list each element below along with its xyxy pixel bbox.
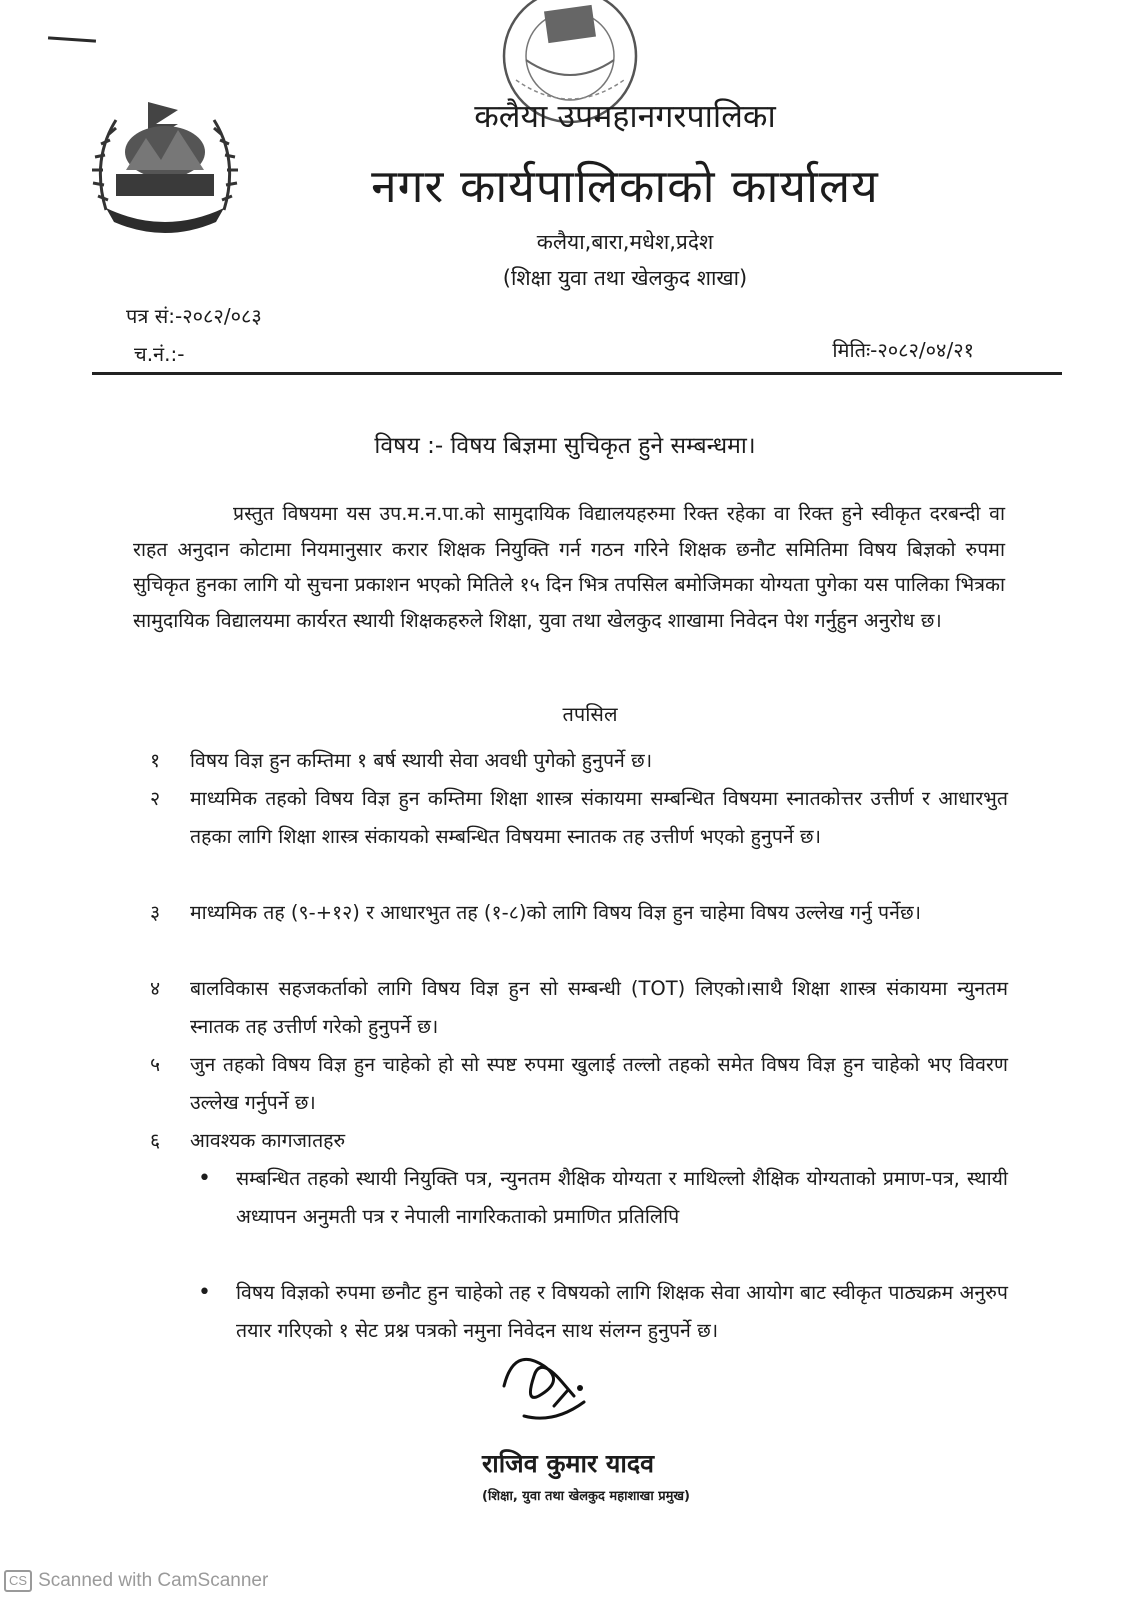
item-text: जुन तहको विषय विज्ञ हुन चाहेको हो सो स्पष्ट रुपमा खुलाई तल्लो तहको समेत विषय विज्ञ हुन चाहेको भए विवरण उल्लेख गर्नुपर्ने छ। (190, 1053, 1008, 1114)
item-number: ३ (150, 901, 161, 924)
list-item (150, 1046, 1008, 1122)
signatory-title: (शिक्षा, युवा तथा खेलकुद महाशाखा प्रमुख) (482, 1489, 690, 1504)
office-name: नगर कार्यपालिकाको कार्यालय (371, 159, 879, 213)
list-item (150, 894, 1008, 932)
bullet-text: विषय विज्ञको रुपमा छनौट हुन चाहेको तह र विषयको लागि शिक्षक सेवा आयोग बाट स्वीकृत पाठ्यक्रम अनुरुप तयार गरिएको १ सेट प्रश्न पत्रको नमुना निवेदन साथ संलग्न हुनुपर्ने छ। (236, 1281, 1008, 1342)
item-number: ६ (150, 1129, 161, 1152)
municipality-name: कलैया उपमहानगरपालिका (474, 97, 776, 135)
dispatch-number: च.नं.:- (134, 342, 185, 366)
letter-date: मितिः-२०८२/०४/२१ (832, 338, 974, 362)
item-number: १ (150, 749, 161, 772)
item-text: बालविकास सहजकर्ताको लागि विषय विज्ञ हुन सो सम्बन्धी (TOT) लिएको।साथै शिक्षा शास्त्र संकायमा न्युनतम स्नातक तह उत्तीर्ण गरेको हुनुपर्ने छ। (190, 977, 1008, 1038)
scanner-watermark (4, 1570, 268, 1592)
watermark-text: Scanned with CamScanner (38, 1570, 269, 1591)
signature (484, 1336, 604, 1432)
bullet-icon: • (198, 1280, 211, 1305)
scan-mark (48, 36, 96, 42)
item-number: ४ (150, 977, 161, 1000)
item-number: ५ (150, 1053, 161, 1076)
header-divider (92, 372, 1062, 375)
bullet-text: सम्बन्धित तहको स्थायी नियुक्ति पत्र, न्युनतम शैक्षिक योग्यता र माथिल्लो शैक्षिक योग्यताको प्रमाण-पत्र, स्थायी अध्यापन अनुमती पत्र र नेपाली नागरिकताको प्रमाणित प्रतिलिपि (236, 1167, 1008, 1228)
bullet-icon: • (198, 1166, 211, 1191)
item-text: आवश्यक कागजातहरु (190, 1129, 346, 1152)
item-text: माध्यमिक तहको विषय विज्ञ हुन कम्तिमा शिक्षा शास्त्र संकायमा सम्बन्धित विषयमा स्नातकोत्तर उत्तीर्ण र आधारभुत तहका लागि शिक्षा शास्त्र संकायको सम्बन्धित विषयमा स्नातक तह उत्तीर्ण भएको हुनुपर्ने छ। (190, 787, 1008, 848)
subject-line: विषय :- विषय बिज्ञमा सुचिकृत हुने सम्बन्धमा। (374, 433, 756, 459)
list-item (150, 742, 1008, 780)
list-item (150, 1122, 1008, 1160)
letter-number: पत्र सं:-२०८२/०८३ (126, 304, 262, 328)
signatory-name: राजिव कुमार यादव (482, 1449, 655, 1478)
item-number: २ (150, 787, 161, 810)
office-address: कलैया,बारा,मधेश,प्रदेश (536, 230, 714, 254)
tapasil-heading: तपसिल (562, 702, 618, 726)
notice-body: प्रस्तुत विषयमा यस उप.म.न.पा.को सामुदायिक विद्यालयहरुमा रिक्त रहेका वा रिक्त हुने स्वीकृत दरबन्दी वा राहत अनुदान कोटामा नियमानुसार करार शिक्षक नियुक्ति गर्न गठन गरिने शिक्षक छनौट समितिमा विषय बिज्ञको रुपमा सुचिकृत हुनका लागि यो सुचना प्रकाशन भएको मितिले १५ दिन भित्र तपसिल बमोजिमका योग्यता पुगेका यस पालिका भित्रका सामुदायिक विद्यालयमा कार्यरत स्थायी शिक्षकहरुले शिक्षा, युवा तथा खेलकुद शाखामा निवेदन पेश गर्नुहुन अनुरोध छ। (133, 502, 1005, 632)
item-text: माध्यमिक तह (९-+१२) र आधारभुत तह (१-८)को लागि विषय विज्ञ हुन चाहेमा विषय उल्लेख गर्नु पर्नेछ। (190, 901, 922, 924)
camscanner-logo-icon: CS (4, 1570, 32, 1592)
section-name: (शिक्षा युवा तथा खेलकुद शाखा) (502, 266, 748, 290)
list-item (150, 780, 1008, 856)
list-item (150, 970, 1008, 1046)
item-text: विषय विज्ञ हुन कम्तिमा १ बर्ष स्थायी सेवा अवधी पुगेको हुनुपर्ने छ। (190, 749, 653, 772)
document-bullet (198, 1160, 1008, 1236)
